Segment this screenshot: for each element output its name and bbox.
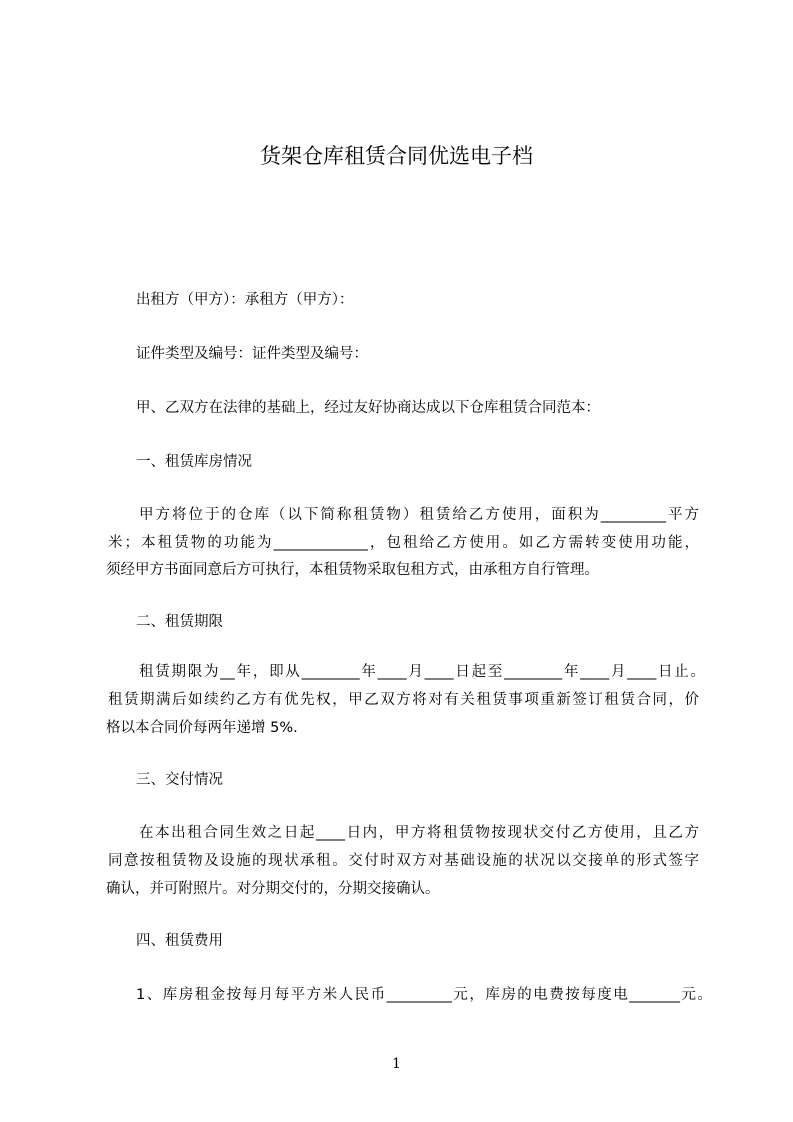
section-1-heading: 一、租赁库房情况 [136, 454, 252, 470]
section-2-line: 租赁期满后如续约乙方有优先权，甲乙双方将对有关租赁事项重新签订租赁合同，价 [108, 692, 699, 708]
section-1-line: 米；本租赁物的功能为_____________，包租给乙方使用。如乙方需转变使用功能， [108, 535, 699, 551]
section-1-line: 甲方将位于的仓库（以下简称租赁物）租赁给乙方使用，面积为_________平方 [139, 507, 699, 523]
section-3-line: 在本出租合同生效之日起____日内，甲方将租赁物按现状交付乙方使用，且乙方 [139, 825, 699, 841]
section-3-heading: 三、交付情况 [136, 772, 223, 788]
preamble-line: 甲、乙双方在法律的基础上，经过友好协商达成以下仓库租赁合同范本： [136, 400, 600, 416]
section-3-line: 同意按租赁物及设施的现状承租。交付时双方对基础设施的状况以交接单的形式签字 [108, 853, 699, 869]
document-title: 货架仓库租赁合同优选电子档 [260, 144, 533, 168]
parties-line: 出租方（甲方）：承租方（甲方）： [136, 292, 354, 308]
section-2-line: 租赁期限为__年，即从________年____月____日起至________年____月____日止。 [139, 664, 705, 680]
section-4-heading: 四、租赁费用 [136, 933, 223, 949]
section-3-line: 确认，并可附照片。对分期交付的，分期交接确认。 [106, 881, 440, 897]
id-types-line: 证件类型及编号：证件类型及编号： [136, 346, 368, 362]
page-number: 1 [392, 1056, 401, 1072]
section-4-line: 1、库房租金按每月每平方米人民币_________元，库房的电费按每度电_______元。 [136, 987, 712, 1003]
section-2-line: 格以本合同价每两年递增 5%. [106, 720, 298, 736]
section-2-heading: 二、租赁期限 [136, 614, 223, 630]
section-1-line: 须经甲方书面同意后方可执行，本租赁物采取包租方式，由承租方自行管理。 [106, 562, 599, 578]
